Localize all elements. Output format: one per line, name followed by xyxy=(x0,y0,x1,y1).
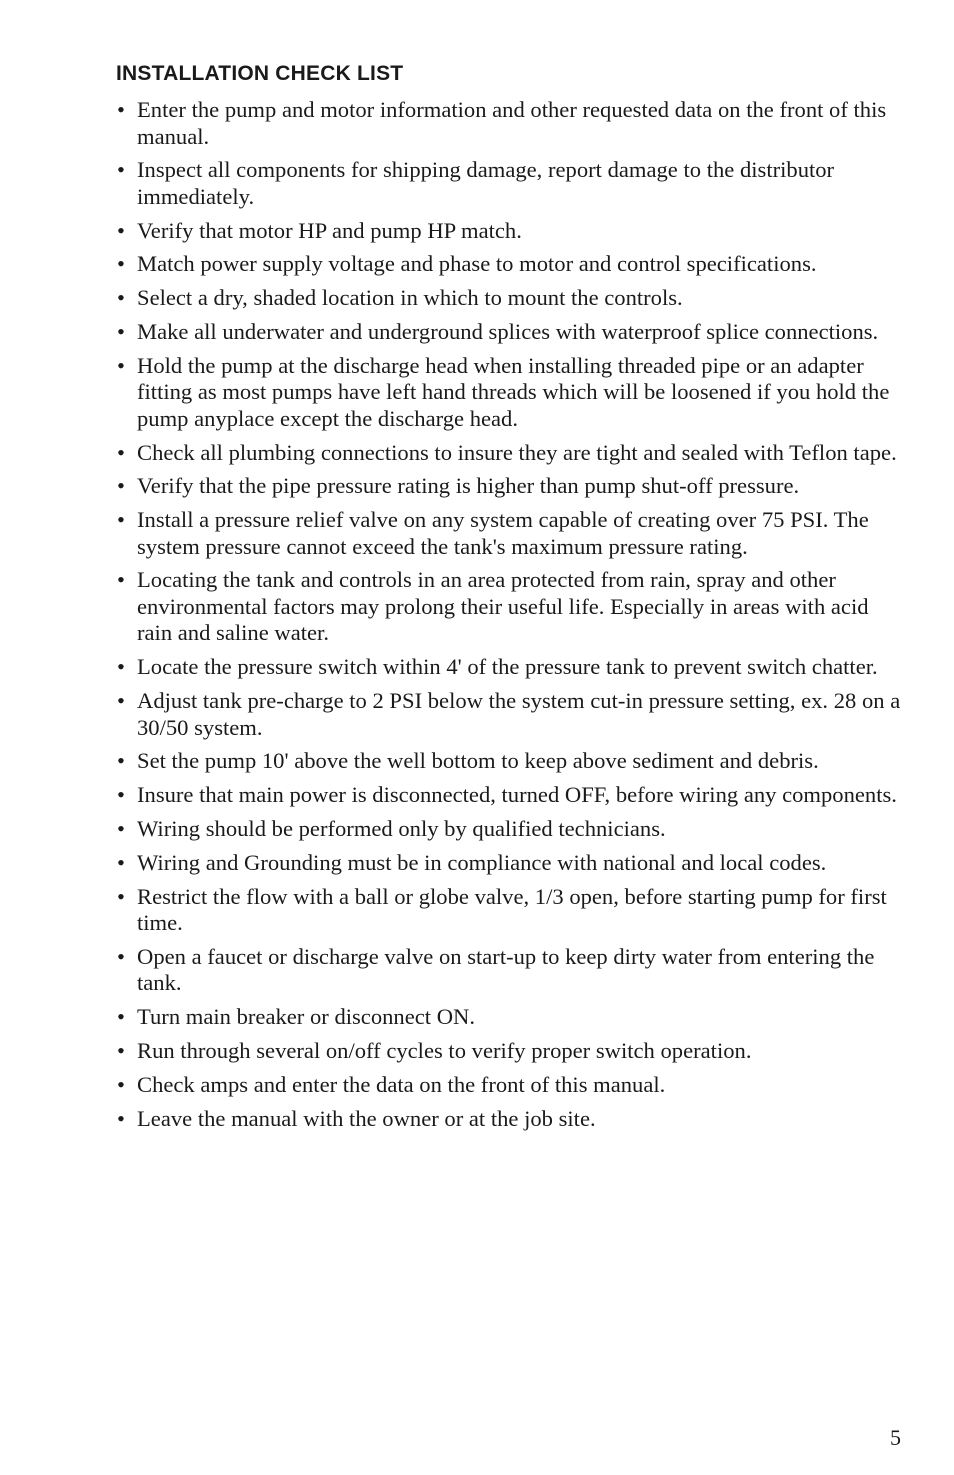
checklist-item xyxy=(116,440,906,467)
checklist-item xyxy=(116,1004,906,1031)
checklist-item-text: Open a faucet or discharge valve on start-up to keep dirty water from entering the tank. xyxy=(137,943,875,996)
checklist-item-text: Make all underwater and underground splices with waterproof splice connections. xyxy=(137,318,879,344)
bullet-icon: • xyxy=(117,352,125,378)
bullet-icon: • xyxy=(117,217,125,243)
checklist-item-text: Wiring should be performed only by qualified technicians. xyxy=(137,815,666,841)
checklist-item xyxy=(116,251,906,278)
checklist-item-text: Locate the pressure switch within 4' of the pressure tank to prevent switch chatter. xyxy=(137,654,878,680)
checklist-item xyxy=(116,884,906,937)
bullet-icon: • xyxy=(117,507,125,533)
checklist-item xyxy=(116,218,906,245)
bullet-icon: • xyxy=(117,1071,125,1097)
checklist-item xyxy=(116,654,906,681)
bullet-icon: • xyxy=(117,654,125,680)
installation-checklist xyxy=(116,97,906,1139)
bullet-icon: • xyxy=(117,815,125,841)
checklist-item-text: Enter the pump and motor information and other requested data on the front of this manual. xyxy=(137,97,887,149)
checklist-item-text: Run through several on/off cycles to verify proper switch operation. xyxy=(137,1037,752,1063)
checklist-item-text: Select a dry, shaded location in which to mount the controls. xyxy=(137,285,683,311)
checklist-item-text: Check all plumbing connections to insure they are tight and sealed with Teflon tape. xyxy=(137,439,897,465)
checklist-item xyxy=(116,97,906,150)
checklist-item-text: Restrict the flow with a ball or globe valve, 1/3 open, before starting pump for first time. xyxy=(137,883,887,936)
bullet-icon: • xyxy=(117,473,125,499)
bullet-icon: • xyxy=(117,567,125,593)
checklist-item-text: Match power supply voltage and phase to motor and control specifications. xyxy=(137,251,817,277)
checklist-item xyxy=(116,285,906,312)
checklist-item-text: Verify that motor HP and pump HP match. xyxy=(137,217,522,243)
checklist-item-text: Inspect all components for shipping damage, report damage to the distributor immediately. xyxy=(137,157,835,209)
checklist-item xyxy=(116,473,906,500)
checklist-item xyxy=(116,816,906,843)
checklist-item xyxy=(116,157,906,210)
checklist-item xyxy=(116,507,906,560)
bullet-icon: • xyxy=(117,251,125,277)
checklist-item xyxy=(116,1038,906,1065)
checklist-item xyxy=(116,319,906,346)
bullet-icon: • xyxy=(117,688,125,714)
bullet-icon: • xyxy=(117,318,125,344)
checklist-item xyxy=(116,1072,906,1099)
bullet-icon: • xyxy=(117,1105,125,1131)
checklist-item-text: Turn main breaker or disconnect ON. xyxy=(137,1004,475,1030)
bullet-icon: • xyxy=(117,157,125,183)
checklist-item xyxy=(116,748,906,775)
checklist-item-text: Hold the pump at the discharge head when installing threaded pipe or an adapter fitting as most pumps have left hand threads which will be loosened if you hold the pump anyplace except the discharge head. xyxy=(137,352,890,431)
checklist-item xyxy=(116,850,906,877)
bullet-icon: • xyxy=(117,97,125,122)
checklist-item xyxy=(116,688,906,741)
checklist-item xyxy=(116,353,906,433)
bullet-icon: • xyxy=(117,1004,125,1030)
bullet-icon: • xyxy=(117,883,125,909)
checklist-item-text: Locating the tank and controls in an area protected from rain, spray and other environmental factors may prolong their useful life. Especially in areas with acid rain and saline water. xyxy=(137,567,869,646)
checklist-item-text: Adjust tank pre-charge to 2 PSI below the system cut-in pressure setting, ex. 28 on a 30/50 system. xyxy=(137,688,901,740)
checklist-item-text: Verify that the pipe pressure rating is higher than pump shut-off pressure. xyxy=(137,473,800,499)
checklist-item xyxy=(116,782,906,809)
checklist-item xyxy=(116,1106,906,1133)
bullet-icon: • xyxy=(117,782,125,808)
checklist-item-text: Check amps and enter the data on the front of this manual. xyxy=(137,1071,666,1097)
checklist-item-text: Install a pressure relief valve on any system capable of creating over 75 PSI. The system pressure cannot exceed the tank's maximum pressure rating. xyxy=(137,507,869,559)
checklist-item xyxy=(116,567,906,647)
page-number: 5 xyxy=(890,1425,901,1450)
checklist-item xyxy=(116,944,906,997)
bullet-icon: • xyxy=(117,849,125,875)
bullet-icon: • xyxy=(117,285,125,311)
section-heading: INSTALLATION CHECK LIST xyxy=(116,62,404,85)
bullet-icon: • xyxy=(117,1037,125,1063)
checklist-item-text: Leave the manual with the owner or at the job site. xyxy=(137,1105,596,1131)
bullet-icon: • xyxy=(117,439,125,465)
bullet-icon: • xyxy=(117,748,125,774)
checklist-item-text: Set the pump 10' above the well bottom to keep above sediment and debris. xyxy=(137,748,819,774)
checklist-item-text: Insure that main power is disconnected, turned OFF, before wiring any components. xyxy=(137,782,897,808)
bullet-icon: • xyxy=(117,943,125,969)
checklist-item-text: Wiring and Grounding must be in compliance with national and local codes. xyxy=(137,849,827,875)
